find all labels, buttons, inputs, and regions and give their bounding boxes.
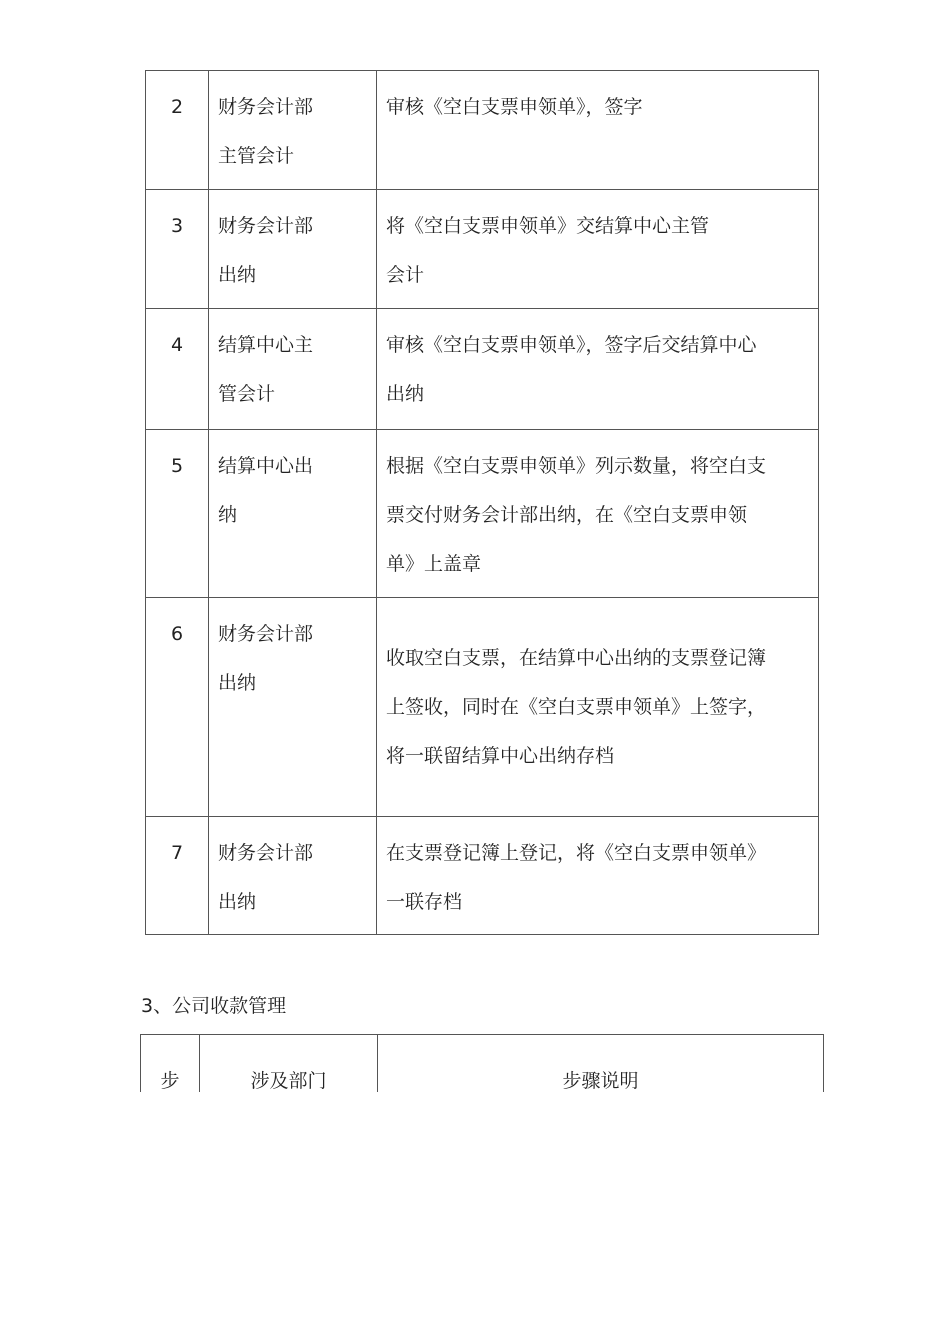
description-cell <box>377 817 819 935</box>
next-table-fragment <box>140 1034 824 1092</box>
description-text: 将《空白支票申领单》交结算中心主管 会计 <box>386 215 710 286</box>
description-cell <box>377 598 819 817</box>
table-row <box>146 71 819 190</box>
department-text: 财务会计部 出纳 <box>218 623 314 694</box>
department-text: 结算中心出 纳 <box>218 455 314 526</box>
description-text: 审核《空白支票申领单》，签字后交结算中心 出纳 <box>386 334 757 405</box>
description-cell <box>377 309 819 430</box>
column-header-department: 涉及部门 <box>200 1035 378 1093</box>
step-number: 2 <box>170 96 184 118</box>
department-cell <box>209 71 377 190</box>
description-text: 在支票登记簿上登记，将《空白支票申领单》 一联存档 <box>386 842 767 913</box>
description-cell <box>377 190 819 309</box>
step-number-cell <box>146 817 209 935</box>
table-row <box>146 190 819 309</box>
step-number-cell <box>146 430 209 598</box>
description-cell <box>377 430 819 598</box>
step-number-cell <box>146 190 209 309</box>
department-cell <box>209 598 377 817</box>
table-row <box>146 598 819 817</box>
step-number: 5 <box>170 455 184 477</box>
step-number-cell <box>146 71 209 190</box>
column-header-step: 步 <box>141 1035 200 1093</box>
description-text: 根据《空白支票申领单》列示数量，将空白支 票交付财务会计部出纳，在《空白支票申领 单》上盖章 <box>386 455 767 575</box>
step-number: 7 <box>170 842 184 864</box>
description-cell <box>377 71 819 190</box>
department-cell <box>209 309 377 430</box>
payment-management-table <box>140 1034 824 1092</box>
department-text: 财务会计部 主管会计 <box>218 96 314 167</box>
department-text: 结算中心主 管会计 <box>218 334 314 405</box>
step-number: 6 <box>170 623 184 645</box>
department-text: 财务会计部 出纳 <box>218 842 314 913</box>
department-cell <box>209 430 377 598</box>
step-number-cell <box>146 598 209 817</box>
description-text: 审核《空白支票申领单》，签字 <box>386 96 643 118</box>
department-text: 财务会计部 出纳 <box>218 215 314 286</box>
procedure-steps-table <box>145 70 819 935</box>
description-text: 收取空白支票，在结算中心出纳的支票登记簿 上签收，同时在《空白支票申领单》上签字， 将一联留结算中心出纳存档 <box>386 647 767 767</box>
column-header-description: 步骤说明 <box>378 1035 824 1093</box>
table-row <box>146 309 819 430</box>
department-cell <box>209 190 377 309</box>
step-number: 4 <box>170 334 184 356</box>
table-row <box>146 430 819 598</box>
table-header-row <box>141 1035 824 1093</box>
step-number-cell <box>146 309 209 430</box>
table-row <box>146 817 819 935</box>
section-heading: 3、公司收款管理 <box>141 995 287 1017</box>
department-cell <box>209 817 377 935</box>
steps-table-body <box>146 71 819 935</box>
step-number: 3 <box>170 215 184 237</box>
